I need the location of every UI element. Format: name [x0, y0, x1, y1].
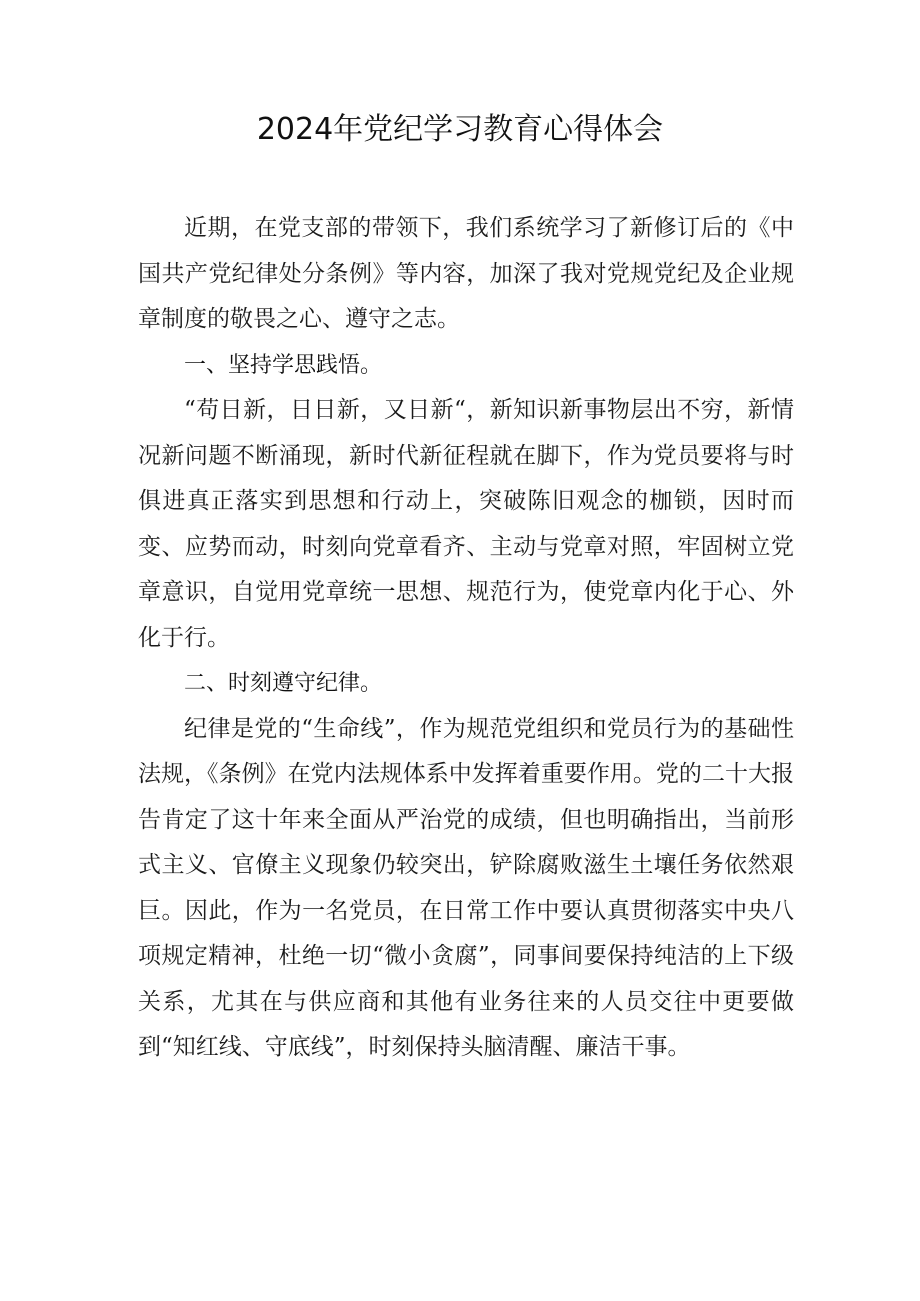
- document-body: [138, 206, 794, 1071]
- section-1-paragraph: “苟日新，日日新，又日新“，新知识新事物层出不穷，新情况新问题不断涌现，新时代新征程就在脚下，作为党员要将与时俱进真正落实到思想和行动上，突破陈旧观念的枷锁，因时而变、应势而动，时刻向党章看齐、主动与党章对照，牢固树立党章意识，自觉用党章统一思想、规范行为，使党章内化于心、外化于行。: [138, 397, 794, 651]
- section-heading-2: 二、时刻遵守纪律。: [184, 671, 383, 696]
- section-heading-1: 一、坚持学思践悟。: [184, 352, 383, 378]
- section-2-paragraph: 纪律是党的“生命线”，作为规范党组织和党员行为的基础性法规，《条例》在党内法规体系中发挥着重要作用。党的二十大报告肯定了这十年来全面从严治党的成绩，但也明确指出，当前形式主义、官僚主义现象仍较突出，铲除腐败滋生土壤任务依然艰巨。因此，作为一名党员，在日常工作中要认真贯彻落实中央八项规定精神，杜绝一切“微小贪腐”，同事间要保持纯洁的上下级关系，尤其在与供应商和其他有业务往来的人员交往中更要做到“知红线、守底线”，时刻保持头脑清醒、廉洁干事。: [138, 715, 794, 1060]
- document-title: 2024年党纪学习教育心得体会: [256, 112, 664, 147]
- intro-paragraph: 近期，在党支部的带领下，我们系统学习了新修订后的《中国共产党纪律处分条例》等内容，加深了我对党规党纪及企业规章制度的敬畏之心、遵守之志。: [138, 215, 794, 332]
